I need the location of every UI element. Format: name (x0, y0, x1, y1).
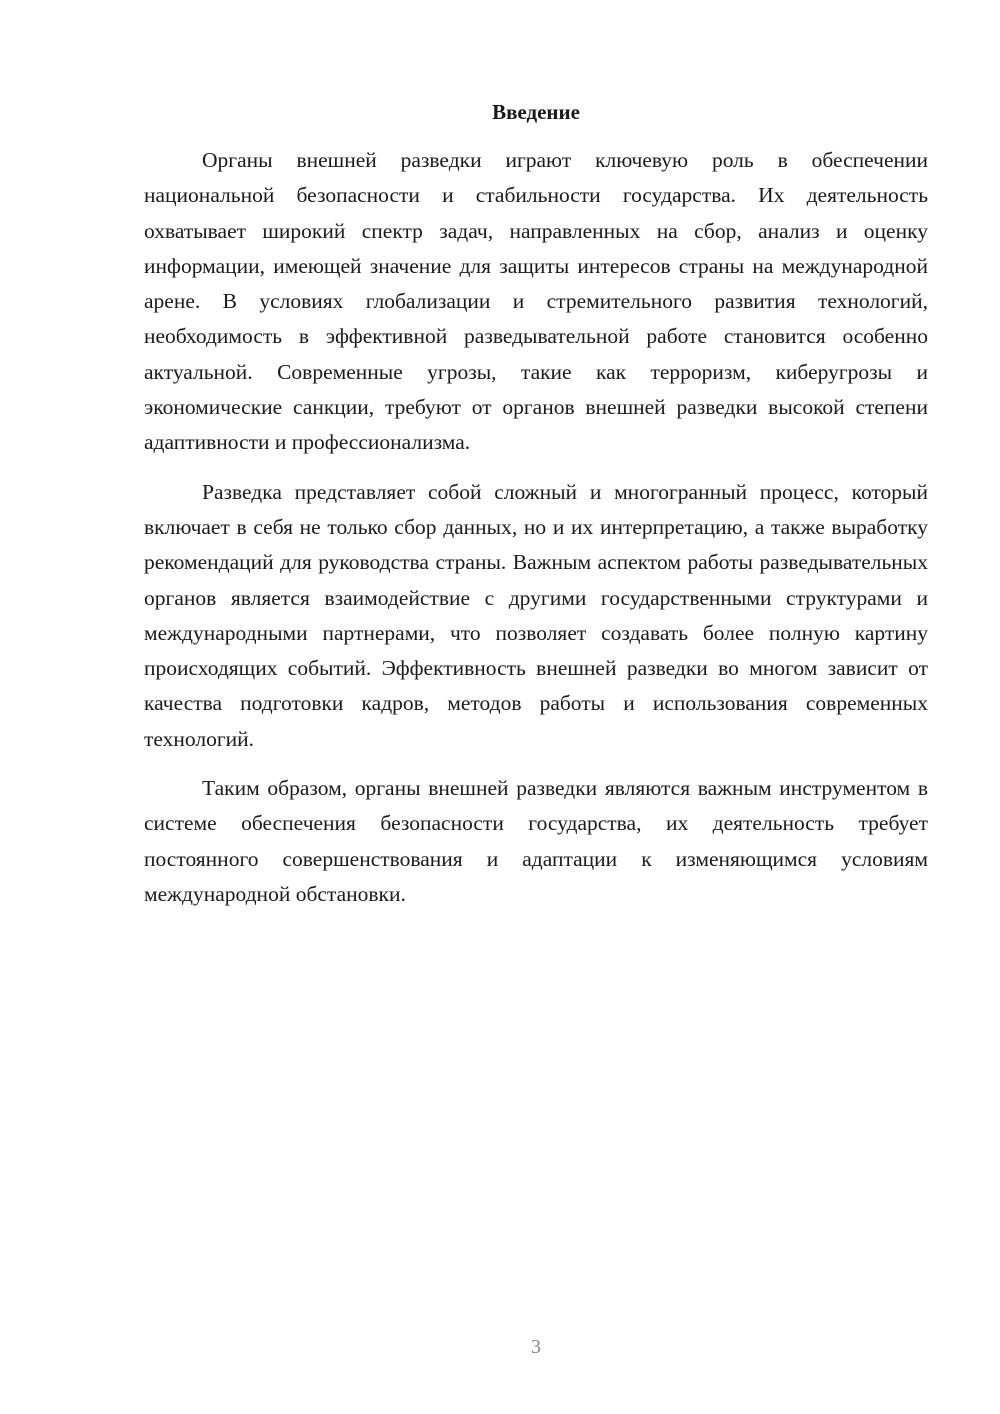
page-title: Введение (492, 100, 580, 124)
paragraph-2: Разведка представляет собой сложный и многогранный процесс, который включает в себя не только сбор данных, но и их интерпретацию, а также выработку рекомендаций для руководства страны. Важным аспектом работы разведывательных органов является взаимодействие с другими государственными структурами и международными партнерами, что позволяет создавать более полную картину происходящих событий. Эффективность внешней разведки во многом зависит от качества подготовки кадров, методов работы и использования современных технологий. (144, 479, 928, 751)
paragraph-1: Органы внешней разведки играют ключевую роль в обеспечении национальной безопасности и стабильности государства. Их деятельность охватывает широкий спектр задач, направленных на сбор, анализ и оценку информации, имеющей значение для защиты интересов страны на международной арене. В условиях глобализации и стремительного развития технологий, необходимость в эффективной разведывательной работе становится особенно актуальной. Современные угрозы, такие как терроризм, киберугрозы и экономические санкции, требуют от органов внешней разведки высокой степени адаптивности и профессионализма. (144, 148, 928, 455)
paragraph-3: Таким образом, органы внешней разведки являются важным инструментом в системе обеспечения безопасности государства, их деятельность требует постоянного совершенствования и адаптации к изменяющимся условиям международной обстановки. (144, 776, 928, 906)
page-number: 3 (531, 1336, 541, 1358)
document-body (144, 143, 928, 912)
